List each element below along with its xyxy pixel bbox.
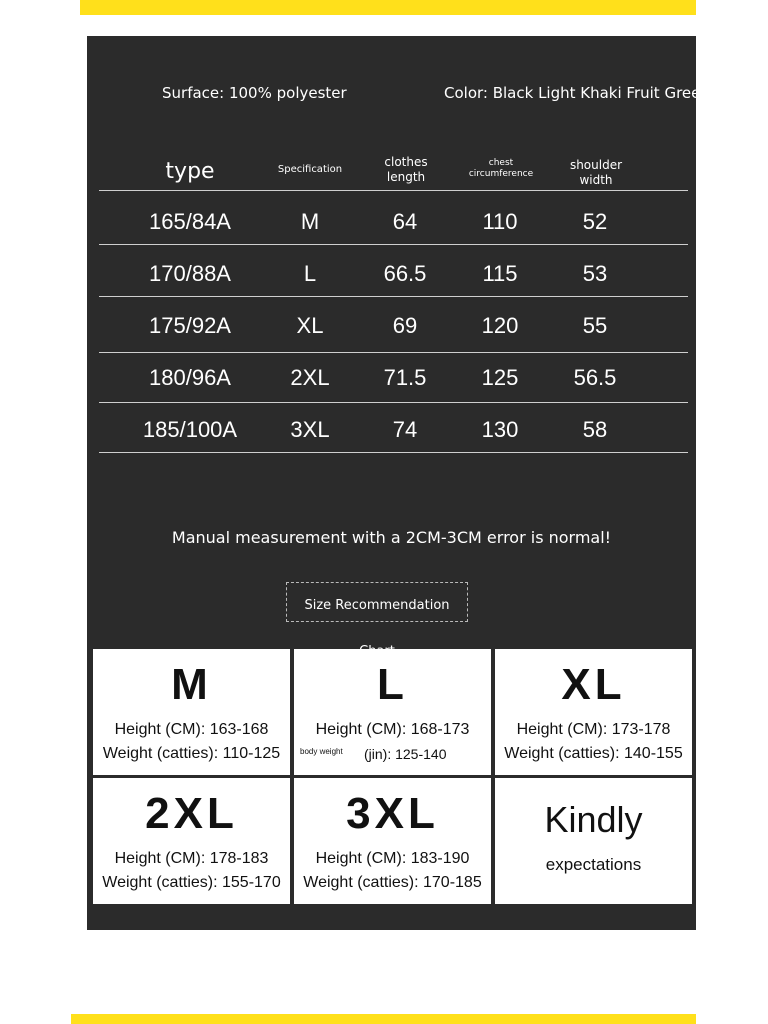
cell-length: 74 <box>392 417 418 442</box>
cell-chest: 115 <box>482 261 518 286</box>
cell-spec: 3XL <box>290 417 330 442</box>
weight-range: Weight (catties): 140-155 <box>504 745 683 762</box>
size-label: M <box>171 660 212 709</box>
header-clothes-length <box>370 155 442 185</box>
header-shoulder-line2: width <box>579 173 613 187</box>
height-range: Height (CM): 163-168 <box>114 721 269 738</box>
cell-chest: 120 <box>481 313 519 338</box>
size-card-m <box>93 649 290 775</box>
cell-shoulder: 56.5 <box>573 365 617 390</box>
cell-chest: 125 <box>481 365 519 390</box>
header-clothes-length-line1: clothes <box>384 155 428 169</box>
cell-chest: 110 <box>482 209 518 234</box>
header-clothes-length-line2: length <box>386 170 426 184</box>
weight-label-small: body weight <box>300 747 343 756</box>
cell-type: 175/92A <box>149 313 231 338</box>
table-divider <box>99 352 688 353</box>
kindly-card <box>495 778 692 904</box>
cell-spec: M <box>300 209 320 234</box>
height-range: Height (CM): 178-183 <box>114 850 269 867</box>
table-divider <box>99 190 688 191</box>
table-row <box>0 306 768 346</box>
material-info: Surface: 100% polyester <box>162 84 347 102</box>
weight-range: (jin): 125-140 <box>364 746 447 762</box>
cell-shoulder: 55 <box>582 313 608 338</box>
cell-type: 165/84A <box>149 209 231 234</box>
header-type: type <box>165 159 215 184</box>
cell-length: 69 <box>392 313 418 338</box>
table-row <box>0 202 768 242</box>
cell-shoulder: 58 <box>582 417 608 442</box>
header-chest-line1: chest <box>488 158 514 168</box>
size-card-3xl <box>294 778 491 904</box>
weight-range: Weight (catties): 170-185 <box>303 874 482 891</box>
size-label: 3XL <box>346 789 439 838</box>
header-chest <box>465 158 537 181</box>
size-card-2xl <box>93 778 290 904</box>
size-card-l <box>294 649 491 775</box>
table-row <box>0 410 768 450</box>
cell-length: 71.5 <box>383 365 427 390</box>
weight-range: Weight (catties): 110-125 <box>102 745 281 762</box>
cell-spec: L <box>303 261 317 286</box>
cell-length: 64 <box>392 209 418 234</box>
cell-type: 180/96A <box>149 365 231 390</box>
bottom-accent-bar <box>71 1014 696 1024</box>
cell-chest: 130 <box>481 417 519 442</box>
size-label: L <box>377 660 408 709</box>
size-recommendation-grid <box>93 649 692 904</box>
cell-shoulder: 53 <box>582 261 608 286</box>
kindly-title: Kindly <box>544 799 643 840</box>
cell-spec: XL <box>296 313 324 338</box>
size-label: XL <box>561 660 626 709</box>
table-row <box>0 254 768 294</box>
height-range: Height (CM): 168-173 <box>315 721 470 738</box>
header-shoulder-line1: shoulder <box>569 158 623 172</box>
table-divider <box>99 244 688 245</box>
table-divider <box>99 402 688 403</box>
cell-length: 66.5 <box>383 261 427 286</box>
kindly-subtitle: expectations <box>545 855 642 874</box>
size-chart-title: Size Recommendation <box>286 582 468 622</box>
weight-range: Weight (catties): 155-170 <box>102 874 281 891</box>
height-range: Height (CM): 173-178 <box>516 721 671 738</box>
height-range: Height (CM): 183-190 <box>315 850 470 867</box>
size-card-xl <box>495 649 692 775</box>
cell-type: 185/100A <box>142 417 238 442</box>
cell-shoulder: 52 <box>582 209 608 234</box>
table-row <box>0 358 768 398</box>
table-divider <box>99 452 688 453</box>
top-accent-bar <box>80 0 696 15</box>
header-chest-line2: circumference <box>468 169 534 180</box>
cell-spec: 2XL <box>290 365 330 390</box>
cell-type: 170/88A <box>149 261 231 286</box>
color-info: Color: Black Light Khaki Fruit Green <box>444 84 710 102</box>
header-specification: Specification <box>277 164 343 175</box>
header-shoulder <box>560 158 632 188</box>
measurement-note: Manual measurement with a 2CM-3CM error is normal! <box>171 528 612 547</box>
size-label: 2XL <box>145 789 238 838</box>
table-divider <box>99 296 688 297</box>
